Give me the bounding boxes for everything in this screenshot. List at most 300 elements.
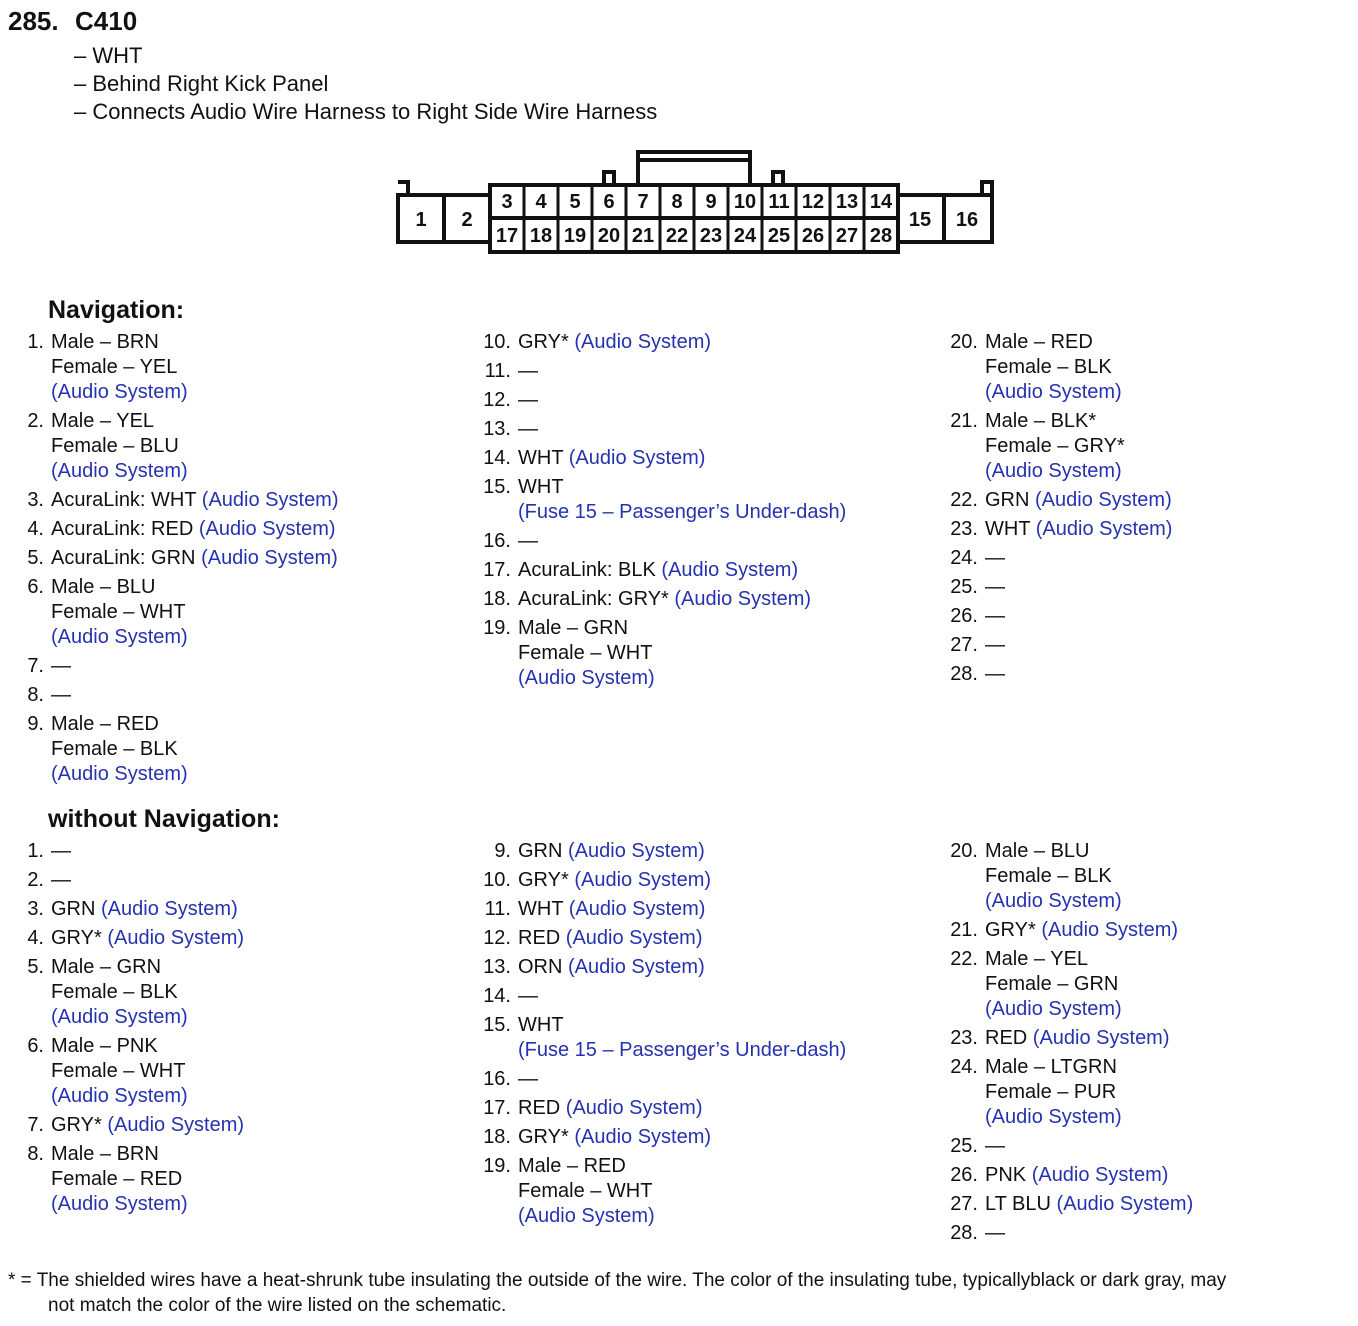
connector-pin-label: 22 [665,225,689,247]
system-reference: (Audio System) [51,626,188,648]
pin-line [985,380,1358,405]
connector-code: C410 [75,6,138,36]
system-reference: (Audio System) [51,763,188,785]
wire-color: WHT [985,518,1031,540]
connector-pin-label: 7 [637,191,649,213]
pin-line [985,662,1358,687]
pin-line [985,972,1358,997]
system-reference: (Audio System) [51,381,188,403]
pin-number: 23. [950,1027,978,1049]
pin-line [985,546,1358,571]
pin-entry [475,1096,915,1121]
connector-pin-label: 3 [501,191,513,213]
pin-entry [8,517,448,542]
pin-entry [942,575,1358,600]
wire-color: — [51,655,71,677]
wire-color: Male – RED [518,1155,626,1177]
pin-number: 4. [27,927,44,949]
system-reference: (Audio System) [574,869,712,891]
system-reference: (Audio System) [985,460,1122,482]
system-reference: (Audio System) [518,1205,655,1227]
without-navigation-column-1 [8,839,448,1221]
system-reference: (Audio System) [985,890,1122,912]
pin-line [51,1167,448,1192]
pin-line [51,683,448,708]
pin-entry [8,654,448,679]
pin-entry [942,918,1358,943]
without-navigation-section-title: without Navigation: [48,805,280,833]
pin-line [985,409,1358,434]
system-reference: (Audio System) [574,1126,712,1148]
navigation-column-1 [8,330,448,791]
wire-color: RED [985,1027,1028,1049]
pin-number: 26. [950,1164,978,1186]
pin-line [518,446,915,471]
wire-color: WHT [518,1014,564,1036]
system-reference: (Audio System) [568,840,705,862]
pin-number: 16. [483,1068,511,1090]
connector-pin-label: 21 [631,225,655,247]
pin-line [518,955,915,980]
pin-line [985,864,1358,889]
pin-number: 5. [27,956,44,978]
pin-entry [942,1055,1358,1130]
system-reference: (Audio System) [985,998,1122,1020]
pin-entry [942,1192,1358,1217]
wire-color: Female – GRN [985,973,1119,995]
pin-entry [942,1163,1358,1188]
wire-color: Female – YEL [51,356,178,378]
pin-entry [475,475,915,525]
connector-pin-label: 18 [529,225,553,247]
pin-line [985,1026,1358,1051]
wire-color: — [985,1135,1005,1157]
system-reference: (Audio System) [101,898,238,920]
system-reference: (Audio System) [198,518,336,540]
pin-number: 5. [27,547,44,569]
without-navigation-column-2 [475,839,915,1233]
pin-number: 3. [27,489,44,511]
pin-line [518,1013,915,1038]
connector-description: – Connects Audio Wire Harness to Right Side Wire Harness [74,99,658,124]
navigation-section-title: Navigation: [48,296,185,324]
pin-line [518,1179,915,1204]
system-reference: (Audio System) [201,489,339,511]
pin-line [51,434,448,459]
pin-line [51,1084,448,1109]
pin-line [985,355,1358,380]
pin-entry [942,517,1358,542]
pin-entry [8,1142,448,1217]
system-reference: (Audio System) [51,1006,188,1028]
wire-color: — [518,530,538,552]
pin-line [518,587,915,612]
wire-color: GRY* [51,927,102,949]
pin-line [985,1105,1358,1130]
wire-color: GRY* [518,331,569,353]
pin-number: 16. [483,530,511,552]
pin-number: 17. [483,559,511,581]
connector-pin-label: 8 [671,191,683,213]
connector-pin-label: 4 [535,191,547,213]
wire-color: Female – BLK [985,865,1112,887]
wire-color: — [985,634,1005,656]
pin-line [51,1113,448,1138]
pin-line [985,517,1358,542]
system-reference: (Audio System) [1041,919,1179,941]
pin-number: 25. [950,1135,978,1157]
page-number: 285. [8,6,59,36]
connector-pin-label: 9 [705,191,717,213]
pin-number: 28. [950,1222,978,1244]
wire-color: Female – RED [51,1168,183,1190]
pin-entry [942,947,1358,1022]
pin-number: 17. [483,1097,511,1119]
pin-line [518,1067,915,1092]
pin-entry [475,897,915,922]
pin-line [985,459,1358,484]
connector-pin-label: 19 [563,225,587,247]
pin-line [51,762,448,787]
pin-line [51,625,448,650]
wire-color: GRY* [518,1126,569,1148]
wire-color: Male – YEL [51,410,155,432]
pin-entry [942,633,1358,658]
footnote-line-1: * = The shielded wires have a heat-shrunk tube insulating the outside of the wire. The color of the insulating tube, typicallyblack or dark gray, may [8,1270,1227,1291]
wire-color: Male – YEL [985,948,1089,970]
pin-number: 27. [950,634,978,656]
connector-pin-label: 13 [835,191,859,213]
pin-entry [475,984,915,1009]
pin-line [518,1154,915,1179]
wire-color: — [985,605,1005,627]
pin-entry [8,546,448,571]
pin-number: 9. [494,840,511,862]
pin-line [51,839,448,864]
pin-line [51,868,448,893]
pin-entry [942,546,1358,571]
wire-color: Female – PUR [985,1081,1117,1103]
pin-line [518,616,915,641]
pin-number: 11. [484,898,511,920]
system-reference: (Audio System) [51,1085,188,1107]
pin-number: 8. [27,1143,44,1165]
system-reference: (Audio System) [565,927,703,949]
wire-color: — [51,869,71,891]
pin-line [518,839,915,864]
wire-color: — [518,985,538,1007]
pin-line [518,475,915,500]
pin-entry [8,897,448,922]
wire-color: AcuraLink: WHT [51,489,197,511]
wire-color: GRY* [985,919,1036,941]
wire-color: WHT [518,898,564,920]
pin-line [51,1142,448,1167]
connector-color: – WHT [74,43,143,68]
pin-entry [475,446,915,471]
wire-color: Female – BLK [985,356,1112,378]
pin-line [518,868,915,893]
system-reference: (Audio System) [568,956,705,978]
wire-color: GRY* [518,869,569,891]
wire-color: Female – WHT [518,642,653,664]
wire-color: Female – GRY* [985,435,1125,457]
wire-color: — [51,840,71,862]
pin-number: 7. [27,1114,44,1136]
pin-line [518,984,915,1009]
pin-number: 14. [483,985,511,1007]
pin-line [985,633,1358,658]
pin-line [518,1038,915,1063]
pin-number: 26. [950,605,978,627]
wire-color: Female – BLK [51,981,178,1003]
pin-number: 22. [950,489,978,511]
connector-location: – Behind Right Kick Panel [74,71,329,96]
wire-color: Male – GRN [518,617,629,639]
pin-number: 6. [27,1035,44,1057]
system-reference: (Audio System) [51,1193,188,1215]
connector-diagram [0,0,1358,270]
pin-number: 12. [483,927,511,949]
connector-pin-label: 6 [603,191,615,213]
wire-color: RED [518,927,561,949]
system-reference: (Audio System) [107,927,245,949]
system-reference: (Audio System) [1032,1027,1170,1049]
system-reference: (Audio System) [1035,518,1173,540]
connector-pin-label: 27 [835,225,859,247]
pin-number: 12. [483,389,511,411]
pin-line [51,980,448,1005]
pin-number: 3. [27,898,44,920]
connector-pin-label: 1 [415,209,427,231]
pin-line [51,380,448,405]
wire-color: PNK [985,1164,1027,1186]
pin-entry [475,417,915,442]
wire-color: AcuraLink: GRN [51,547,196,569]
system-reference: (Audio System) [51,460,188,482]
system-reference: (Audio System) [1031,1164,1169,1186]
pin-line [985,488,1358,513]
pin-line [985,434,1358,459]
pin-entry [8,488,448,513]
pin-line [51,1192,448,1217]
wire-color: — [518,1068,538,1090]
pin-line [985,330,1358,355]
pin-number: 20. [950,331,978,353]
pin-line [985,889,1358,914]
connector-pin-label: 23 [699,225,723,247]
connector-pin-label: 15 [908,209,932,231]
wire-color: WHT [518,476,564,498]
pin-entry [8,926,448,951]
system-reference: (Audio System) [107,1114,245,1136]
pin-number: 24. [950,547,978,569]
pin-number: 18. [483,588,511,610]
pin-line [985,1192,1358,1217]
pin-line [518,1204,915,1229]
wire-color: — [985,663,1005,685]
system-reference: (Audio System) [518,667,655,689]
connector-pin-label: 26 [801,225,825,247]
system-reference: (Audio System) [568,898,706,920]
wire-color: Female – WHT [51,1060,186,1082]
pin-entry [8,955,448,1030]
pin-line [518,666,915,691]
connector-pin-label: 12 [801,191,825,213]
pin-number: 6. [27,576,44,598]
wire-color: Male – BLU [985,840,1090,862]
pin-line [985,947,1358,972]
pin-line [985,997,1358,1022]
wire-color: Female – BLK [51,738,178,760]
wire-color: GRY* [51,1114,102,1136]
pin-line [51,1005,448,1030]
pin-line [518,359,915,384]
pin-entry [475,926,915,951]
pin-entry [475,1013,915,1063]
pin-line [518,529,915,554]
pin-line [51,654,448,679]
pin-number: 1. [27,840,44,862]
wire-color: AcuraLink: RED [51,518,194,540]
pin-number: 24. [950,1056,978,1078]
footnote-line-2: not match the color of the wire listed on the schematic. [48,1295,507,1316]
wire-color: — [51,684,71,706]
wire-color: Female – WHT [51,601,186,623]
pin-number: 21. [950,410,978,432]
pin-line [51,1034,448,1059]
pin-line [985,604,1358,629]
pin-line [518,558,915,583]
pin-line [985,1134,1358,1159]
wire-color: Male – BLU [51,576,156,598]
pin-entry [475,558,915,583]
pin-entry [475,1125,915,1150]
pin-entry [475,359,915,384]
connector-pin-label: 20 [597,225,621,247]
wire-color: LT BLU [985,1193,1051,1215]
pin-line [985,1163,1358,1188]
pin-line [51,546,448,571]
without-navigation-column-3 [942,839,1358,1250]
pin-line [518,500,915,525]
pin-line [51,737,448,762]
connector-pin-label: 14 [869,191,893,213]
wire-color: Male – BRN [51,1143,159,1165]
connector-pin-label: 2 [461,209,473,231]
wire-color: Male – BLK* [985,410,1097,432]
pin-line [51,1059,448,1084]
wire-color: Female – WHT [518,1180,653,1202]
pin-entry [942,604,1358,629]
pin-entry [8,683,448,708]
pin-entry [8,1113,448,1138]
pin-line [518,641,915,666]
pin-entry [475,388,915,413]
wire-color: GRN [518,840,563,862]
pin-number: 22. [950,948,978,970]
pin-number: 15. [483,476,511,498]
wire-color: GRN [51,898,96,920]
pin-entry [942,488,1358,513]
pin-entry [942,1026,1358,1051]
pin-entry [8,839,448,864]
pin-line [518,1125,915,1150]
connector-pin-label: 10 [733,191,757,213]
pin-entry [8,712,448,787]
connector-pin-label: 25 [767,225,791,247]
pin-entry [942,330,1358,405]
pin-line [51,926,448,951]
system-reference: (Audio System) [661,559,799,581]
wire-color: — [985,576,1005,598]
pin-entry [8,575,448,650]
wire-color: — [985,1222,1005,1244]
system-reference: (Audio System) [985,381,1122,403]
pin-line [51,897,448,922]
wire-color: AcuraLink: BLK [518,559,656,581]
wire-color: ORN [518,956,563,978]
pin-number: 23. [950,518,978,540]
wire-color: Male – RED [51,713,159,735]
pin-number: 8. [27,684,44,706]
pin-number: 10. [483,869,511,891]
pin-line [51,355,448,380]
pin-entry [942,662,1358,687]
pin-entry [475,529,915,554]
pin-line [985,1221,1358,1246]
wire-color: Male – PNK [51,1035,158,1057]
pin-number: 4. [27,518,44,540]
system-reference: (Audio System) [674,588,812,610]
pin-number: 11. [484,360,511,382]
wire-color: Female – BLU [51,435,179,457]
pin-entry [475,330,915,355]
pin-line [985,1055,1358,1080]
system-reference: (Audio System) [568,447,706,469]
pin-line [518,330,915,355]
wire-color: — [518,418,538,440]
pin-number: 13. [483,956,511,978]
system-reference: (Audio System) [1056,1193,1194,1215]
pin-entry [942,1221,1358,1246]
wire-color: Male – GRN [51,956,162,978]
pin-line [51,330,448,355]
pin-number: 19. [483,617,511,639]
pin-number: 28. [950,663,978,685]
pin-number: 1. [27,331,44,353]
pin-number: 10. [483,331,511,353]
system-reference: (Audio System) [565,1097,703,1119]
system-reference: (Audio System) [201,547,338,569]
pin-entry [8,409,448,484]
footnote [8,1268,1353,1318]
pin-number: 21. [950,919,978,941]
pin-entry [8,1034,448,1109]
pin-entry [475,868,915,893]
pin-line [51,575,448,600]
wire-color: AcuraLink: GRY* [518,588,669,610]
wire-color: WHT [518,447,564,469]
pin-line [985,1080,1358,1105]
wire-color: — [518,389,538,411]
system-reference: (Audio System) [1035,489,1172,511]
pin-line [518,1096,915,1121]
pin-entry [475,1067,915,1092]
navigation-column-3 [942,330,1358,691]
connector-pin-label: 24 [733,225,757,247]
pin-entry [475,839,915,864]
